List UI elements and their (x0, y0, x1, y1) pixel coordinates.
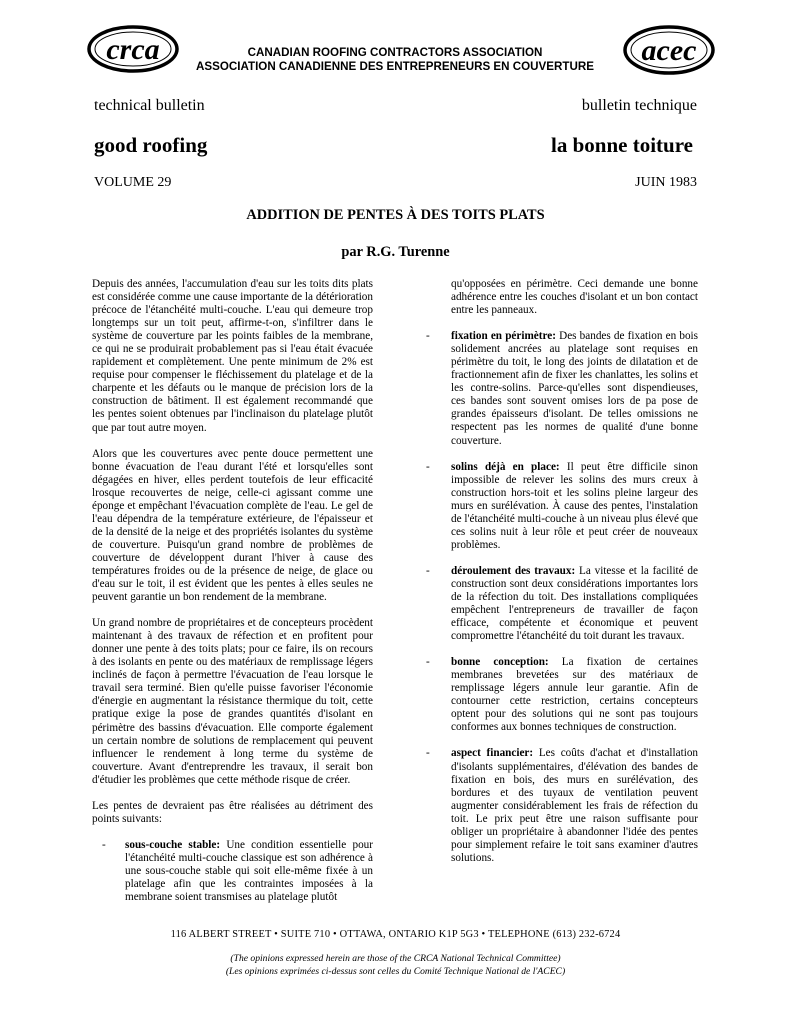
footer-note-fr: (Les opinions exprimées ci-dessus sont celles du Comité Technique National de l'ACEC) (225, 966, 566, 977)
la-bonne-toiture-title: la bonne toiture (551, 133, 693, 157)
crca-logo (86, 24, 180, 74)
bullet-dash: - (426, 564, 430, 577)
right-column (426, 278, 698, 878)
good-roofing-title: good roofing (94, 133, 208, 157)
bullet-dash: - (426, 747, 430, 760)
org-name-fr: ASSOCIATION CANADIENNE DES ENTREPRENEURS EN COUVERTURE (196, 60, 594, 73)
left-column (92, 278, 373, 917)
volume-label: VOLUME 29 (94, 175, 172, 190)
bullet-item (426, 747, 698, 864)
org-name-en: CANADIAN ROOFING CONTRACTORS ASSOCIATION (247, 46, 543, 59)
paragraph-1: Depuis des années, l'accumulation d'eau sur les toits dits plats est considérée comme une cause importante de la détérioration précoce de l'étanchéité multi-couche. L'eau qui demeure trop longtemps sur un toit peut, affirme-t-on, s'infiltrer dans le système de couverture par les points faibles de la membrane, ce qui ne se produirait probablement pas si l'eau était évacuée rapidement et complètement. Une pente minimum de 2% est requise pour compenser le fléchissement du platelage et de la charpente et les défauts ou le manque de précision lors de la construction de bâtiment. Il est également recommandé que les pentes soient obtenues par l'inclinaison du platelage plutôt que par tout autre moyen. (92, 278, 373, 434)
bullet-item (426, 330, 698, 447)
footer-note-en: (The opinions expressed herein are those of the CRCA National Technical Committee) (230, 953, 561, 964)
svg-text:acec: acec (641, 34, 697, 67)
bullet-term: déroulement des travaux: (451, 564, 576, 577)
bullet-term: aspect financier: (451, 747, 534, 760)
technical-bulletin-label: technical bulletin (94, 97, 205, 114)
footer-address: 116 ALBERT STREET • SUITE 710 • OTTAWA, ONTARIO K1P 5G3 • TELEPHONE (613) 232-6724 (170, 929, 621, 940)
bullet-text: Les coûts d'achat et d'installation d'isolants supplémentaires, d'élévation des bandes de fixation en bois, des murs en surélévation, des bordures et des tuyaux de ventilation peuvent augmenter considérablement les frais de réfection du toit. Le prix peut être une raison suffisante pour obliger un propriétaire à abandonner l'idée des pentes pour simplement refaire le toit sans examiner d'autres solutions. (451, 747, 699, 864)
right-bullets (426, 330, 698, 865)
continuation-paragraph: qu'opposées en périmètre. Ceci demande une bonne adhérence entre les couches d'isolant et un bon contact entre les panneaux. (451, 278, 698, 317)
bullet-item (426, 656, 698, 734)
bullet-term: solins déjà en place: (451, 460, 560, 473)
bullet-term: fixation en périmètre: (451, 330, 556, 343)
paragraph-3: Un grand nombre de propriétaires et de concepteurs procèdent maintenant à des travaux de réfection et en profitent pour donner une pente à des toits plats; pour ce faire, ils on recours à des isolants en pente ou des matériaux de remplissage légers inclinés de façon à permettre l'évacuation de l'eau lorsque le travail sera terminé. Bien qu'elle puisse favoriser l'économie d'énergie en augmentant la résistance thermique du toit, cette pratique exige la pose de grandes quantités d'isolant en périmètre des bassins d'évacuation. Elle comporte également un certain nombre de solutions de remplacement qui peuvent influencer le rendement à long terme du système de couverture. Avant d'entreprendre les travaux, il serait bon d'étudier les problèmes que cette méthode risque de créer. (92, 617, 373, 786)
paragraph-2: Alors que les couvertures avec pente douce permettent une bonne évacuation de l'eau durant l'été et lorsqu'elles sont dégagées en hiver, elles perdent toutefois de leur efficacité lrosque recouvertes de neige, celle-ci agissant comme une éponge et empêchant l'évacuation complète de l'eau. Le gel de l'eau dépendra de la température extérieure, de l'épaisseur et de la densité de la neige et des propriétés isolantes du système de couverture. Puisqu'un grand nombre de problèmes de couverture de développent durant l'hiver à cause des températures froides ou de la présence de neige, de glace ou d'eau sur le toit, il est évident que les pentes à elles seules ne peuvent garantie un bon rendement de la membrane. (92, 447, 373, 604)
bullet-term: sous-couche stable: (125, 838, 221, 851)
bullet-item (426, 565, 698, 643)
svg-text:crca: crca (106, 33, 160, 66)
paragraph-4: Les pentes de devraient pas être réalisées au détriment des points suivants: (92, 799, 373, 825)
bullet-term: bonne conception: (451, 656, 549, 669)
issue-date: JUIN 1983 (635, 175, 697, 190)
bullet-text: Il peut être difficile sinon impossible de relever les solins des murs creux à construction hors-toit et les solins pleine largeur des murs en surélévation. À cause des pentes, l'instalation de l'étanchéité multi-couche à un niveau plus élevé que ces solins nuit à leur rôle et peut créer de nouveaux problèmes. (451, 460, 699, 551)
bulletin-technique-label: bulletin technique (581, 97, 697, 114)
bullet-item (426, 461, 698, 552)
bullet-text: La fixation de certaines membranes brevetées sur des matériaux de remplissage légers annule leur garantie. Afin de contourner cette restriction, certains concepteurs optent pour des solutions qui ne sont pas toujours conformes aux bonnes techniques de construction. (451, 656, 698, 734)
bullet-text: Des bandes de fixation en bois solidement ancrées au platelage sont requises en périmètre du toit, le long des joints de dilatation et de fractionnement afin de fixer les chanlattes, les solins et les contre-solins. Parce-qu'elles sont dispendieuses, ces bandes sont souvent omises lors de pa pose de grandes épaisseurs d'isolant. De telles omissions ne respectent pas les normes de qualité d'une bonne couverture. (451, 330, 698, 447)
bullet-text: Une condition essentielle pour l'étanchéité multi-couche classique est son adhérence à une sous-couche stable qui soit elle-même fixée à un platelage afin que les contraintes imposées à la membrane soient transmises au platelage plutôt (125, 838, 373, 904)
article-author: par R.G. Turenne (341, 244, 450, 260)
bullet-dash: - (426, 656, 430, 669)
bullet-dash: - (426, 330, 430, 343)
article-title: ADDITION DE PENTES À DES TOITS PLATS (246, 207, 545, 223)
bullet-stable-underlay (92, 839, 373, 904)
bullet-text: La vitesse et la facilité de construction sont deux considérations importantes lors de la réfection du toit. Des installations compliquées empêchent l'entrepreneurs de travailler de façon efficace, compétente et économique et peuvent compromettre l'étanchéité du toit durant les travaux. (451, 564, 698, 643)
bullet-dash: - (426, 460, 430, 473)
acec-logo (622, 24, 716, 78)
bullet-dash: - (102, 838, 106, 851)
